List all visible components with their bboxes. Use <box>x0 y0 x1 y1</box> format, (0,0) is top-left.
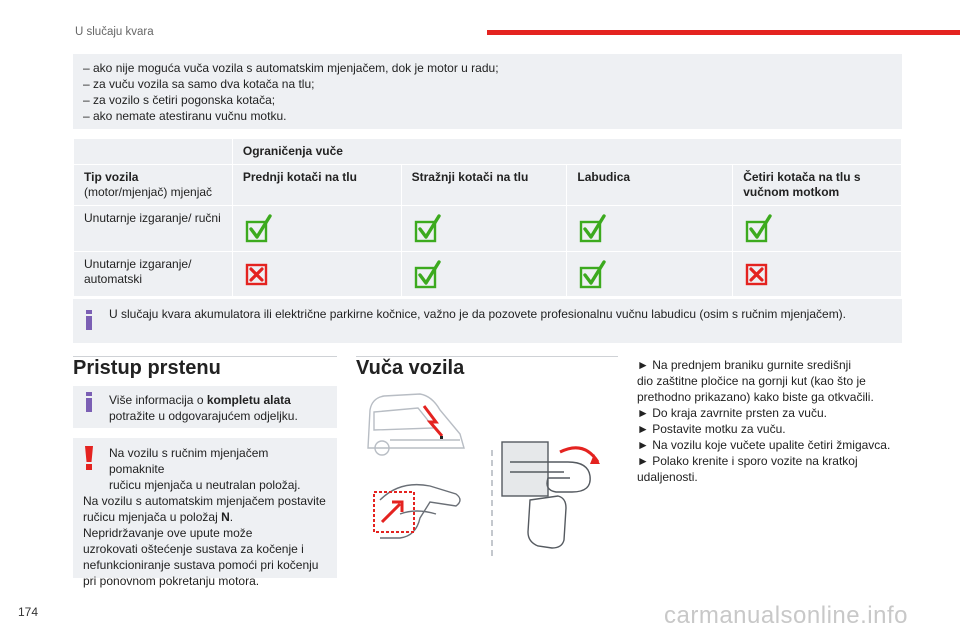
table-cell <box>567 252 733 297</box>
info-icon <box>84 392 94 412</box>
ring-info-box <box>73 386 337 428</box>
list-item: – za vozilo s četiri pogonska kotača; <box>83 93 276 107</box>
table-row-label: Unutarnje izgaranje/ ručni <box>74 206 233 252</box>
list-item: – za vuču vozila sa samo dva kotača na tlu; <box>83 77 315 91</box>
step-line: prethodno prikazano) kako biste ga otkvačili. <box>637 390 874 404</box>
warn-gear-n: N <box>221 510 230 524</box>
check-icon <box>743 213 773 243</box>
tow-ring <box>502 442 590 496</box>
towing-limits-table <box>73 138 902 297</box>
info-note-text: U slučaju kvara akumulatora ili električne parkirne kočnice, važno je da pozovete profesionalnu vučnu labudicu (osim s ručnim mjenjačem). <box>109 307 847 321</box>
table-row-label: Unutarnje izgaranje/ automatski <box>74 252 233 297</box>
watermark: carmanualsonline.info <box>664 602 908 629</box>
ring-warning-box <box>73 438 337 588</box>
table-header-front: Prednji kotači na tlu <box>232 165 401 206</box>
table-corner <box>74 139 233 165</box>
warning-icon <box>84 446 94 470</box>
conditions-list <box>73 54 902 129</box>
warn-line: pri ponovnom pokretanju motora. <box>83 574 260 588</box>
step-line: ► Na prednjem braniku gurnite središnji <box>637 358 851 372</box>
info-note-box <box>73 299 902 343</box>
table-header-type-sub: (motor/mjenjač) mjenjač <box>84 185 213 199</box>
table-header-rear: Stražnji kotači na tlu <box>401 165 567 206</box>
table-header-flatbed: Labudica <box>567 165 733 206</box>
table-cell <box>401 206 567 252</box>
divider <box>356 356 618 357</box>
step-line: ► Postavite motku za vuču. <box>637 422 786 436</box>
warn-line-post: . <box>229 510 234 524</box>
heading-ring-access: Pristup prstenu <box>73 357 221 379</box>
check-icon <box>412 259 442 289</box>
info-icon <box>84 310 94 330</box>
page-number: 174 <box>18 605 39 619</box>
warn-line: nefunkcioniranje sustava pomoći pri kočenju <box>83 558 319 572</box>
table-cell <box>733 206 902 252</box>
towing-ring-illustration <box>360 390 620 560</box>
ring-info-bold: kompletu alata <box>206 393 291 407</box>
heading-towing: Vuča vozila <box>356 357 465 379</box>
table-header-type: Tip vozila <box>84 170 139 184</box>
warn-line: uzrokovati oštećenje sustava za kočenje i <box>83 542 304 556</box>
check-icon <box>577 259 607 289</box>
warn-line: Nepridržavanje ove upute može <box>83 526 253 540</box>
step-line: ► Na vozilu koje vučete upalite četiri žmigavca. <box>637 438 891 452</box>
table-cell <box>567 206 733 252</box>
warn-line: Na vozilu s automatskim mjenjačem postavite <box>83 494 326 508</box>
step-line: ► Polako krenite i sporo vozite na kratkoj <box>637 454 858 468</box>
cross-icon <box>743 259 773 289</box>
table-row <box>74 206 902 252</box>
cross-icon <box>243 259 273 289</box>
step-line: dio zaštitne pločice na gornji kut (kao što je <box>637 374 866 388</box>
warn-line: ručicu mjenjača u neutralan položaj. <box>109 478 301 492</box>
step-line: ► Do kraja zavrnite prsten za vuču. <box>637 406 827 420</box>
towing-steps <box>637 357 907 485</box>
header-title: U slučaju kvara <box>75 26 154 38</box>
table-cell <box>232 206 401 252</box>
header-accent-bar <box>487 30 960 35</box>
table-header-cell <box>74 165 233 206</box>
ring-info-pre: Više informacija o <box>109 393 207 407</box>
table-caption: Ograničenja vuče <box>232 139 901 165</box>
table-cell <box>401 252 567 297</box>
check-icon <box>412 213 442 243</box>
check-icon <box>577 213 607 243</box>
list-item: – ako nemate atestiranu vučnu motku. <box>83 109 287 123</box>
table-row <box>74 252 902 297</box>
ring-info-post: potražite u odgovarajućem odjeljku. <box>109 409 298 423</box>
step-line: udaljenosti. <box>637 470 698 484</box>
table-header-four-wheels: Četiri kotača na tlu s vučnom motkom <box>733 165 902 206</box>
check-icon <box>243 213 273 243</box>
divider <box>73 356 337 357</box>
warn-line <box>83 509 327 525</box>
warn-line: Na vozilu s ručnim mjenjačem pomaknite <box>109 446 269 476</box>
table-cell <box>733 252 902 297</box>
warn-line-pre: ručicu mjenjača u položaj <box>83 510 222 524</box>
list-item: – ako nije moguća vuča vozila s automatskim mjenjačem, dok je motor u radu; <box>83 61 499 75</box>
table-cell <box>232 252 401 297</box>
van-outline <box>368 394 464 455</box>
